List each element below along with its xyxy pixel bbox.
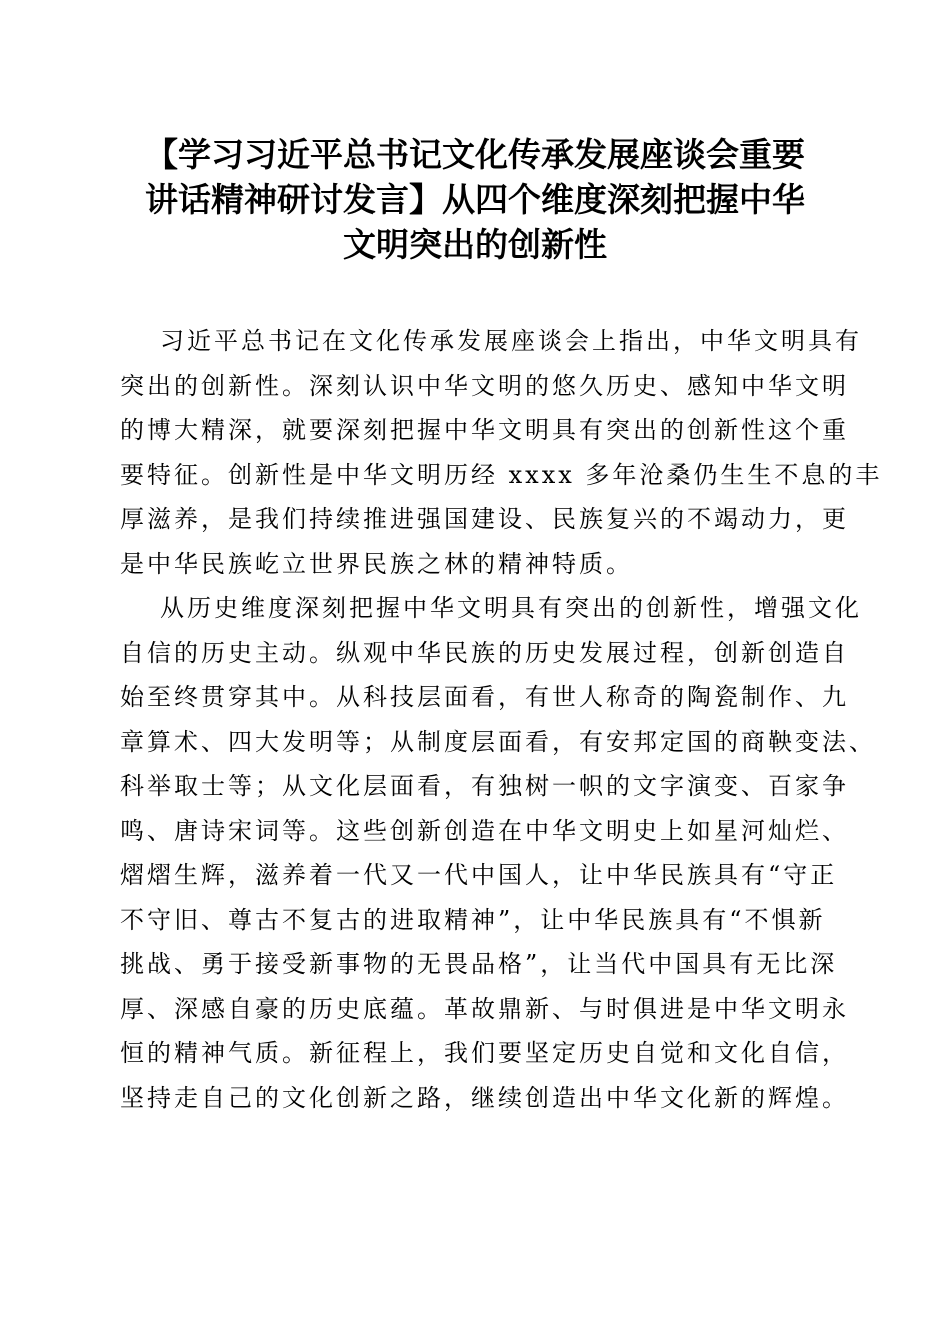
- title-line: 讲话精神研讨发言】从四个维度深刻把握中华: [145, 180, 805, 219]
- text-line: 始至终贯穿其中。从科技层面看，有世人称奇的陶瓷制作、九: [120, 683, 849, 711]
- text-line: 挑战、勇于接受新事物的无畏品格”，让当代中国具有无比深: [120, 950, 838, 978]
- title-line: 【学习习近平总书记文化传承发展座谈会重要: [145, 135, 805, 174]
- text-line: 恒的精神气质。新征程上，我们要坚定历史自觉和文化自信，: [120, 1039, 849, 1067]
- text-line: 自信的历史主动。纵观中华民族的历史发展过程，创新创造自: [120, 638, 849, 667]
- text-line: 熠熠生辉，滋养着一代又一代中国人，让中华民族具有“守正: [120, 861, 838, 889]
- text-line: 习近平总书记在文化传承发展座谈会上指出，中华文明具有: [160, 327, 862, 355]
- text-line: 坚持走自己的文化创新之路，继续创造出中华文化新的辉煌。: [120, 1083, 849, 1112]
- text-line: 是中华民族屹立世界民族之林的精神特质。: [120, 549, 633, 578]
- text-line: 鸣、唐诗宋词等。这些创新创造在中华文明史上如星河灿烂、: [120, 816, 849, 845]
- text-line: 不守旧、尊古不复古的进取精神”，让中华民族具有“不惧新: [120, 905, 826, 934]
- text-line: 突出的创新性。深刻认识中华文明的悠久历史、感知中华文明: [120, 371, 849, 400]
- text-line: 厚、深感自豪的历史底蕴。革故鼎新、与时俱进是中华文明永: [120, 994, 849, 1023]
- document-title: [118, 132, 832, 267]
- text-line: 章算术、四大发明等；从制度层面看，有安邦定国的商鞅变法、: [120, 727, 876, 756]
- title-line: 文明突出的创新性: [343, 225, 607, 264]
- text-line: 的博大精深，就要深刻把握中华文明具有突出的创新性这个重: [120, 416, 849, 444]
- document-body: [120, 319, 883, 1120]
- paragraph-1: [120, 319, 883, 586]
- text-line: 厚滋养，是我们持续推进强国建设、民族复兴的不竭动力，更: [120, 505, 849, 533]
- text-line: 从历史维度深刻把握中华文明具有突出的创新性，增强文化: [160, 594, 862, 622]
- paragraph-2: [120, 586, 876, 1120]
- text-line: 科举取士等；从文化层面看，有独树一帜的文字演变、百家争: [120, 772, 849, 800]
- text-line: 要特征。创新性是中华文明历经 xxxx 多年沧桑仍生生不息的丰: [120, 460, 883, 489]
